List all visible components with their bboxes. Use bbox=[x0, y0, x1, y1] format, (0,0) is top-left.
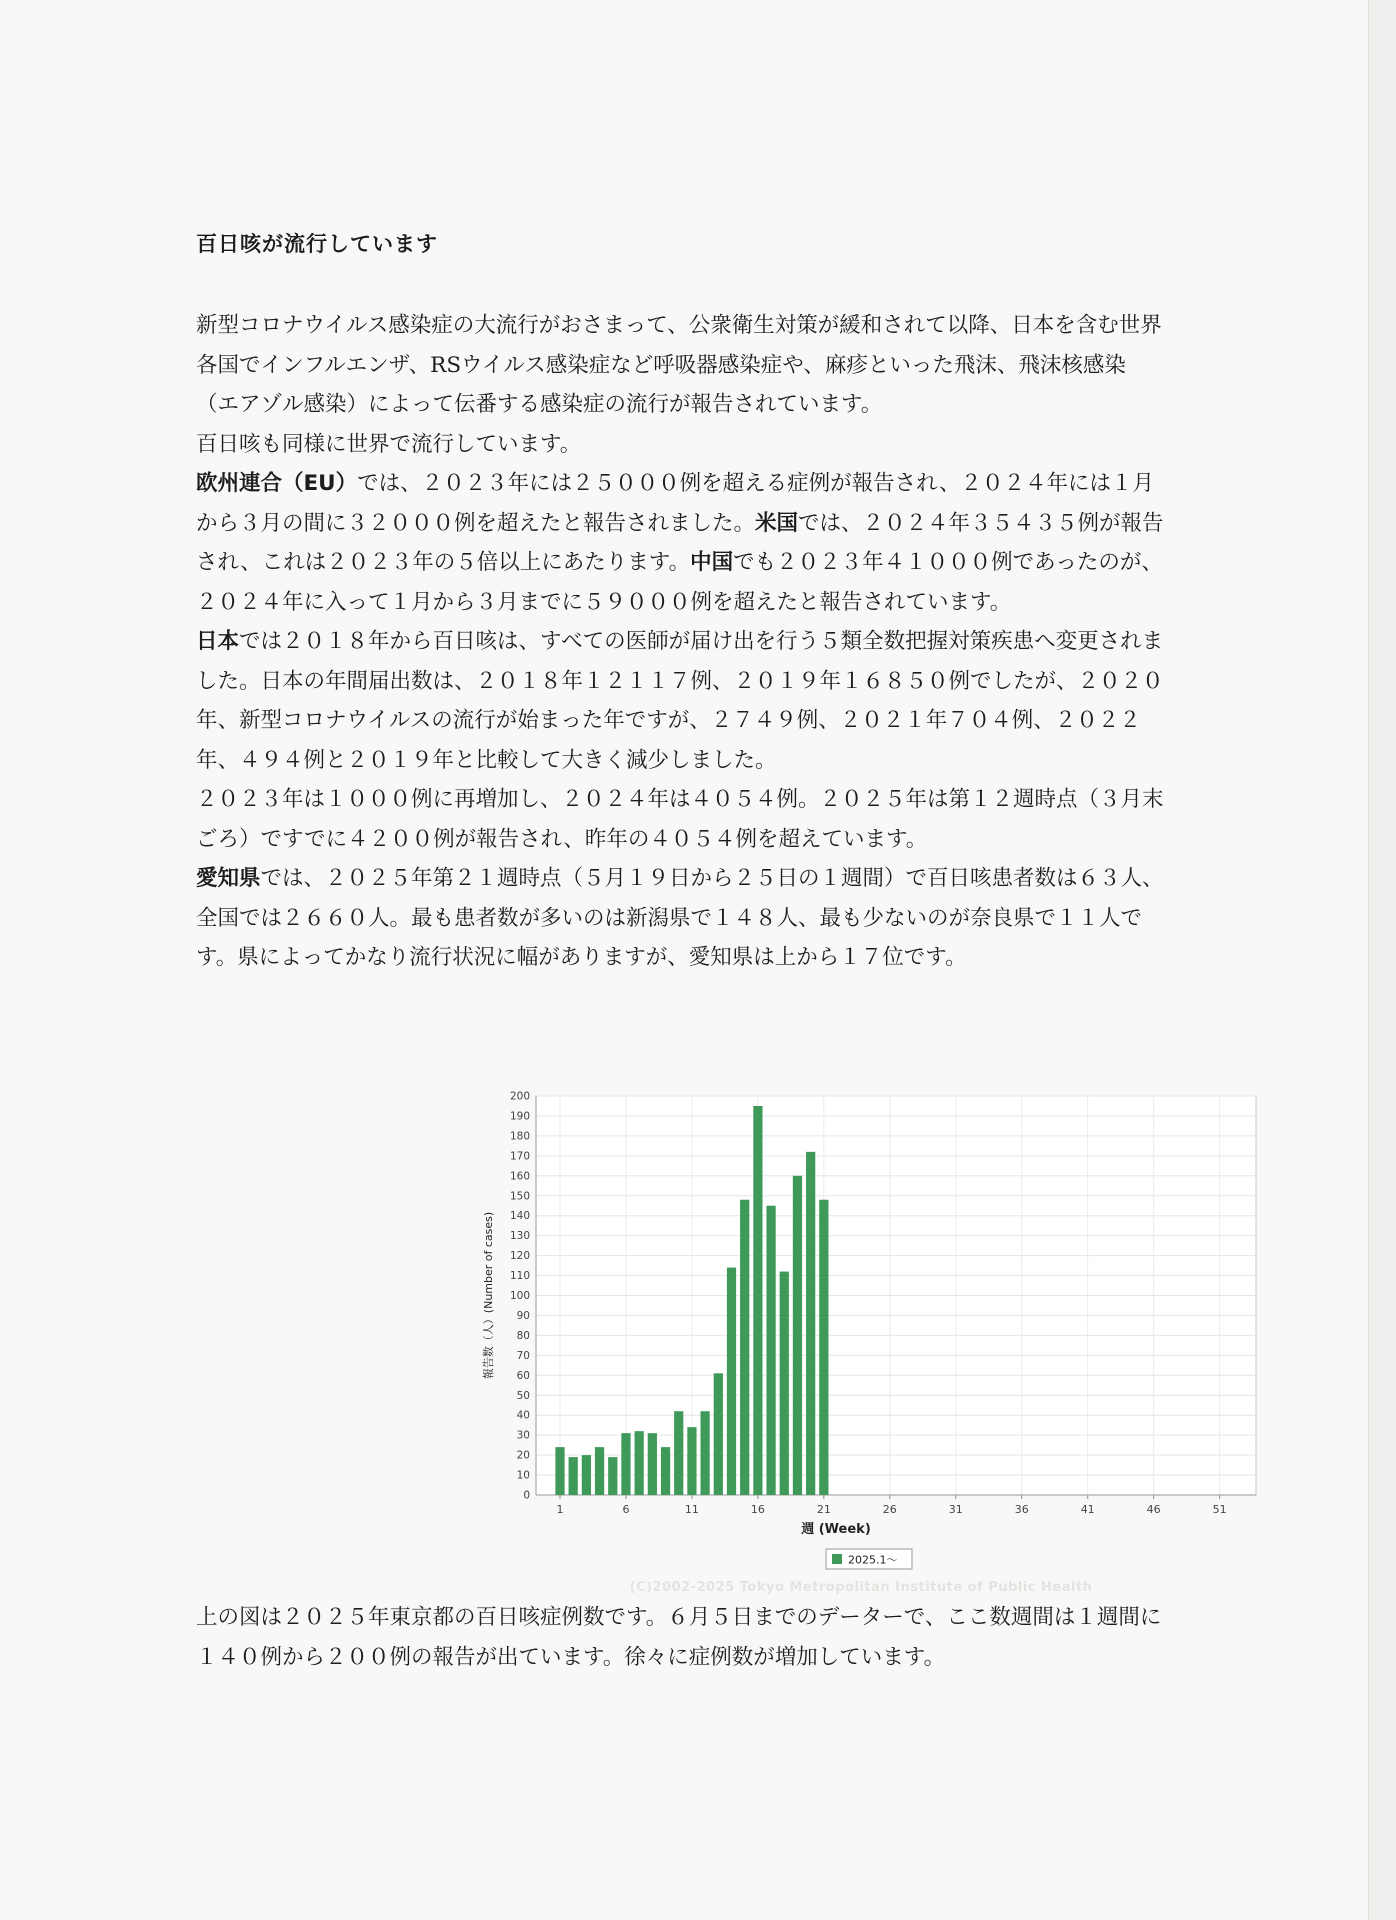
emphasis-text: 欧州連合（EU） bbox=[196, 471, 358, 496]
y-tick-label: 70 bbox=[516, 1349, 530, 1362]
y-tick-label: 10 bbox=[516, 1469, 530, 1482]
document-title: 百日咳が流行しています bbox=[196, 232, 438, 256]
x-tick-label: 21 bbox=[816, 1503, 831, 1516]
bar bbox=[687, 1427, 696, 1495]
chart-caption bbox=[196, 1598, 1176, 1677]
bar bbox=[740, 1200, 749, 1495]
y-tick-label: 80 bbox=[516, 1329, 530, 1342]
x-axis-label: 週 (Week) bbox=[801, 1522, 871, 1537]
paragraph-text: では、２０２３年には２５０００例を超える症例が報告され、２０２４年には１月から３月の間に３２０００例を超えたと報告されました。 bbox=[196, 471, 1154, 536]
emphasis-text: 愛知県 bbox=[196, 866, 261, 891]
bar bbox=[661, 1447, 670, 1495]
bar bbox=[635, 1431, 644, 1495]
y-tick-label: 50 bbox=[516, 1389, 530, 1402]
bar bbox=[714, 1373, 723, 1495]
y-tick-label: 30 bbox=[516, 1429, 530, 1442]
paragraph bbox=[196, 306, 1166, 425]
paragraph bbox=[196, 622, 1166, 780]
bar bbox=[819, 1200, 828, 1495]
y-tick-label: 190 bbox=[509, 1110, 530, 1123]
bar bbox=[648, 1433, 657, 1495]
caption-text: 上の図は２０２５年東京都の百日咳症例数です。６月５日までのデーターで、ここ数週間は１週間に１４０例から２００例の報告が出ています。徐々に症例数が増加しています。 bbox=[196, 1605, 1162, 1670]
bar bbox=[793, 1176, 802, 1495]
paragraph-text: では、２０２５年第２１週時点（５月１９日から２５日の１週間）で百日咳患者数は６３人、全国では２６６０人。最も患者数が多いのは新潟県で１４８人、最も少ないのが奈良県で１１人です。県によってかなり流行状況に幅がありますが、愛知県は上から１７位です。 bbox=[196, 866, 1164, 970]
y-tick-label: 180 bbox=[509, 1130, 530, 1143]
y-tick-label: 60 bbox=[516, 1369, 530, 1382]
x-tick-label: 1 bbox=[556, 1503, 564, 1516]
paragraph-text: では２０１８年から百日咳は、すべての医師が届け出を行う５類全数把握対策疾患へ変更されました。日本の年間届出数は、２０１８年１２１１７例、２０１９年１６８５０例でしたが、２０２０年、新型コロナウイルスの流行が始まった年ですが、２７４９例、２０２１年７０４例、２０２２年、４９４例と２０１９年と比較して大きく減少しました。 bbox=[196, 629, 1164, 773]
x-tick-label: 16 bbox=[750, 1503, 765, 1516]
x-tick-label: 31 bbox=[948, 1503, 963, 1516]
paragraph bbox=[196, 464, 1166, 622]
x-tick-label: 36 bbox=[1014, 1503, 1029, 1516]
legend-swatch bbox=[832, 1554, 842, 1564]
bar bbox=[595, 1447, 604, 1495]
x-tick-label: 26 bbox=[882, 1503, 897, 1516]
paragraph bbox=[196, 425, 1166, 465]
legend-label: 2025.1～ bbox=[848, 1553, 898, 1567]
y-tick-label: 120 bbox=[509, 1250, 530, 1263]
bar bbox=[582, 1455, 591, 1495]
y-tick-label: 100 bbox=[509, 1290, 530, 1302]
y-tick-label: 40 bbox=[516, 1409, 530, 1422]
emphasis-text: 米国 bbox=[755, 510, 799, 536]
y-tick-label: 170 bbox=[509, 1150, 530, 1163]
x-tick-label: 41 bbox=[1080, 1503, 1095, 1516]
paragraph-text: 百日咳も同様に世界で流行しています。 bbox=[196, 431, 582, 457]
x-tick-label: 46 bbox=[1146, 1503, 1161, 1516]
bar bbox=[621, 1433, 630, 1495]
paragraph bbox=[196, 859, 1166, 978]
y-axis-label: 報告数（人）(Number of cases) bbox=[482, 1211, 495, 1380]
bar bbox=[608, 1457, 617, 1495]
y-tick-label: 140 bbox=[509, 1210, 530, 1223]
y-tick-label: 130 bbox=[509, 1230, 530, 1243]
x-tick-label: 6 bbox=[622, 1503, 630, 1516]
paragraph-text: では、２０２４年３５４３５例が報告され、これは２０２３年の５倍以上にあたります。 bbox=[196, 510, 1164, 575]
watermark-text: (C)2002-2025 Tokyo Metropolitan Institute of Public Health bbox=[629, 1580, 1093, 1595]
y-tick-label: 20 bbox=[516, 1449, 530, 1462]
document-body bbox=[196, 306, 1166, 978]
y-tick-label: 150 bbox=[509, 1190, 530, 1203]
bar bbox=[753, 1106, 762, 1495]
y-tick-label: 0 bbox=[523, 1489, 530, 1502]
emphasis-text: 中国 bbox=[690, 550, 734, 575]
bar bbox=[806, 1152, 815, 1495]
paragraph-text: 新型コロナウイルス感染症の大流行がおさまって、公衆衛生対策が緩和されて以降、日本を含む世界各国でインフルエンザ、RSウイルス感染症など呼吸器感染症や、麻疹といった飛沫、飛沫核感染（エアゾル感染）によって伝番する感染症の流行が報告されています。 bbox=[196, 313, 1162, 417]
paragraph-text: ２０２３年は１０００例に再増加し、２０２４年は４０５４例。２０２５年は第１２週時点（３月末ごろ）ですでに４２００例が報告され、昨年の４０５４例を超えています。 bbox=[196, 787, 1164, 852]
weekly-cases-chart bbox=[466, 1080, 1266, 1600]
bar bbox=[674, 1411, 683, 1495]
paragraph-text: でも２０２３年４１０００例であったのが、２０２４年に入って１月から３月までに５９０００例を超えたと報告されています。 bbox=[196, 550, 1163, 615]
bar bbox=[780, 1272, 789, 1495]
y-tick-label: 90 bbox=[516, 1309, 530, 1322]
y-tick-label: 110 bbox=[509, 1270, 530, 1283]
chart-container bbox=[466, 1080, 1266, 1600]
bar bbox=[700, 1411, 709, 1495]
x-tick-label: 51 bbox=[1212, 1503, 1227, 1516]
x-tick-label: 11 bbox=[684, 1503, 699, 1516]
bar bbox=[727, 1268, 736, 1495]
paragraph bbox=[196, 780, 1166, 859]
bar bbox=[766, 1206, 775, 1495]
y-tick-label: 160 bbox=[509, 1170, 530, 1183]
y-tick-label: 200 bbox=[509, 1090, 530, 1103]
emphasis-text: 日本 bbox=[196, 629, 240, 654]
bar bbox=[555, 1447, 564, 1495]
bar bbox=[569, 1457, 578, 1495]
